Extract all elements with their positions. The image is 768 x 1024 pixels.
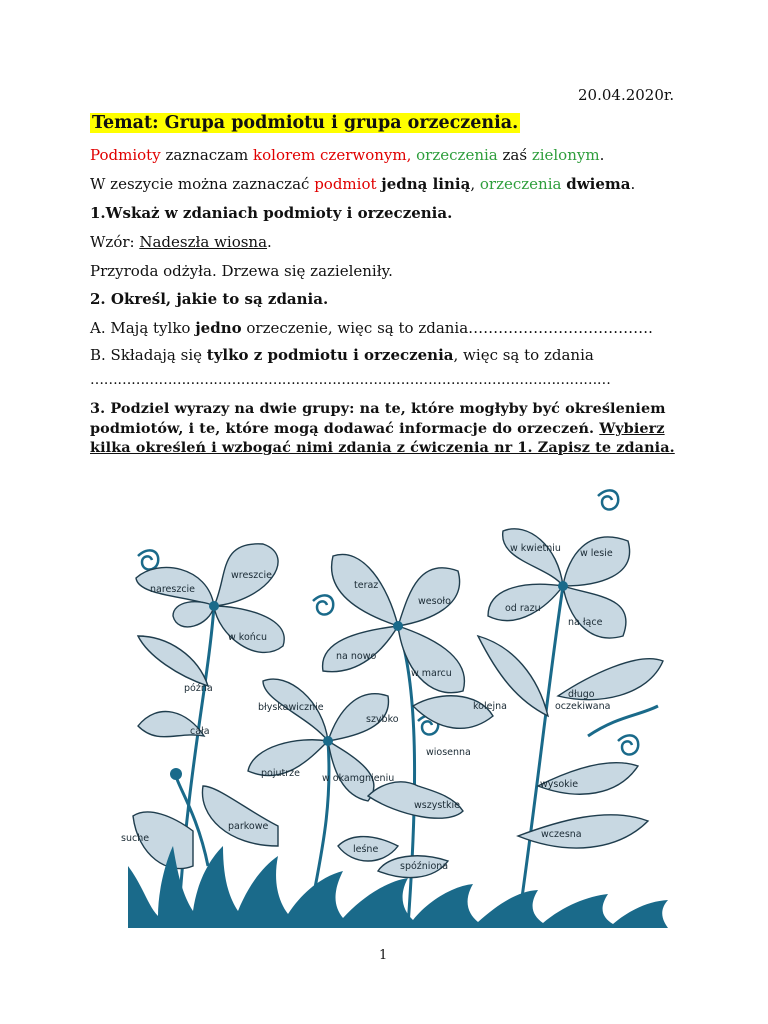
- exercise-1-pattern: [90, 233, 272, 251]
- word-label: późna: [184, 683, 213, 694]
- word-label: wczesna: [541, 829, 582, 840]
- text-podmiot: podmiot: [314, 175, 377, 193]
- word-label: cała: [190, 726, 210, 737]
- text-jedna-linia: jedną linią: [381, 175, 471, 193]
- text: zaś: [497, 146, 532, 164]
- word-label: kolejna: [473, 701, 507, 712]
- word-label: w marcu: [411, 668, 452, 679]
- exercise-3-instruction: [90, 399, 690, 458]
- line-underline-rules: [90, 175, 635, 193]
- word-label: wiosenna: [426, 747, 471, 758]
- text: W zeszycie można zaznaczać: [90, 175, 315, 193]
- page-number: 1: [379, 948, 388, 963]
- exercise-2-heading: 2. Określ, jakie to są zdania.: [90, 290, 329, 308]
- word-label: szybko: [366, 714, 399, 725]
- text: B. Składają się: [90, 346, 207, 364]
- word-label: wesoło: [418, 596, 451, 607]
- exercise-2-a: [90, 319, 653, 337]
- word-label: błyskawicznie: [258, 702, 324, 713]
- text-jedno: jedno: [195, 319, 242, 337]
- text-zielony: zielonym: [531, 146, 600, 164]
- text-dwiema: dwiema: [566, 175, 631, 193]
- text-kolor-czerwony: kolorem czerwonym,: [253, 146, 412, 164]
- text-podmioty: Podmioty: [90, 146, 161, 164]
- text: ,: [470, 175, 480, 193]
- word-label: oczekiwana: [555, 701, 611, 712]
- word-label: wysokie: [540, 779, 579, 790]
- date: 20.04.2020r.: [578, 86, 675, 104]
- text: orzeczenie, więc są to zdania……………………………….: [241, 319, 653, 337]
- text: Wzór:: [90, 233, 140, 251]
- word-label: w okamgnieniu: [322, 773, 395, 784]
- word-label: pojutrze: [261, 768, 300, 779]
- text: A. Mają tylko: [90, 319, 196, 337]
- word-label: suche: [121, 833, 150, 844]
- exercise-2-b: [90, 346, 594, 364]
- word-label: w końcu: [228, 632, 268, 643]
- word-label: na łące: [568, 617, 603, 628]
- text-instruction-underlined: Wybierz kilka określeń i wzbogać nimi zdania z ćwiczenia nr 1. Zapisz te zdania.: [90, 419, 675, 456]
- exercise-1-heading: 1.Wskaż w zdaniach podmioty i orzeczenia.: [90, 204, 453, 222]
- word-label: spóźniona: [400, 861, 449, 872]
- text: zaznaczam: [160, 146, 254, 164]
- word-label: na nowo: [336, 651, 377, 662]
- text: .: [599, 146, 605, 164]
- word-label: leśne: [353, 844, 379, 855]
- text: 3. Podziel wyrazy na dwie grupy: na te, które mogłyby być określeniem podmiotów, i te, które mogą dodawać informacje do orzeczeń.: [90, 400, 666, 437]
- text: .: [630, 175, 636, 193]
- word-label: wreszcie: [231, 570, 272, 581]
- word-label: od razu: [505, 603, 541, 614]
- text-tylko-z-podmiotu: tylko z podmiotu i orzeczenia: [206, 346, 454, 364]
- flower-illustration: [118, 486, 678, 928]
- word-label: parkowe: [228, 821, 269, 832]
- exercise-2-b-answer-line: ……………………………………………………………………………………………………: [90, 372, 611, 388]
- line-colors: [90, 146, 604, 164]
- text: , więc są to zdania: [453, 346, 594, 364]
- text-orzeczenia: orzeczenia: [416, 146, 498, 164]
- word-label: teraz: [354, 580, 379, 591]
- text-orzeczenia: orzeczenia: [479, 175, 562, 193]
- word-label: wszystkie: [414, 800, 460, 811]
- text: .: [267, 233, 272, 251]
- word-label: długo: [568, 689, 595, 700]
- word-label: w lesie: [580, 548, 613, 559]
- page-title: Temat: Grupa podmiotu i grupa orzeczenia.: [92, 113, 519, 133]
- pattern-example: Nadeszła wiosna: [139, 233, 268, 251]
- word-label: nareszcie: [150, 584, 196, 595]
- exercise-1-sentences: Przyroda odżyła. Drzewa się zazieleniły.: [90, 262, 393, 280]
- word-label: w kwietniu: [510, 543, 561, 554]
